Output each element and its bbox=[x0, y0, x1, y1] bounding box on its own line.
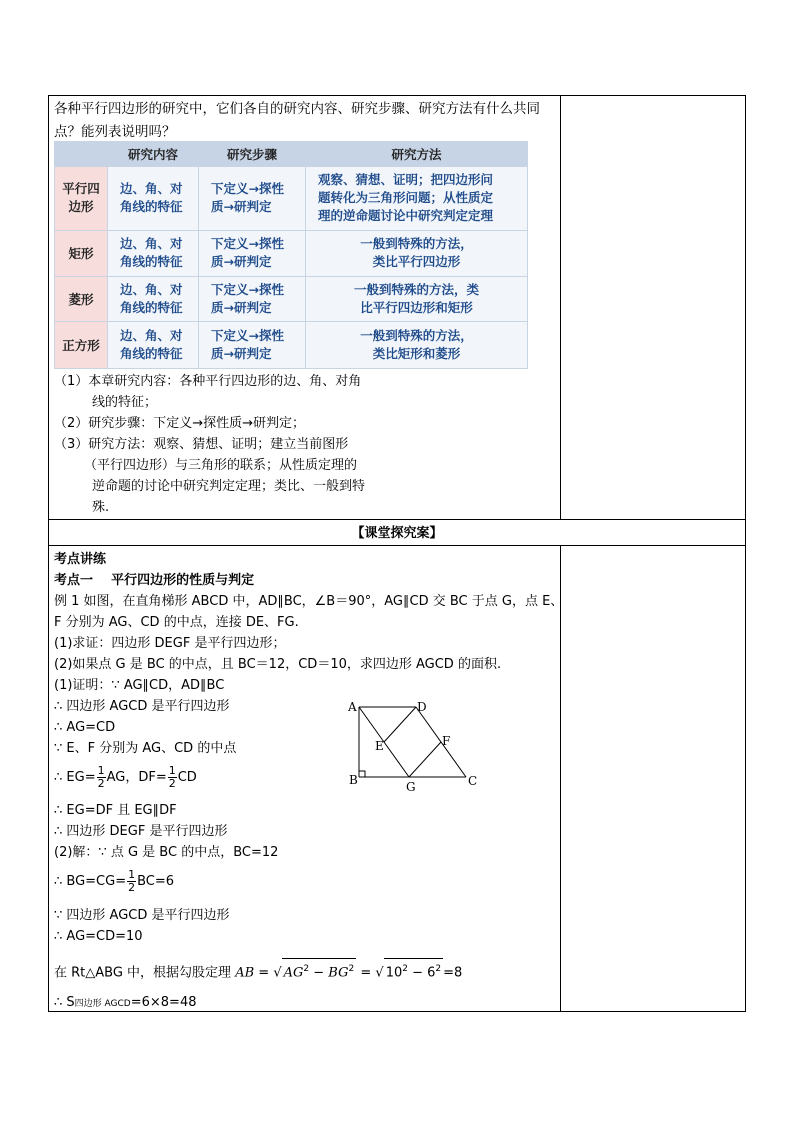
example-line-2: F 分别为 AG、CD 的中点，连接 DE、FG. bbox=[54, 615, 299, 630]
solution-line-area bbox=[54, 993, 196, 1014]
solution-line: ∴ 四边形 AGCD 是平行四边形 bbox=[54, 699, 230, 714]
summary-item-1-cont: 线的特征； bbox=[92, 395, 158, 410]
method-line: 比平行四边形和矩形 bbox=[360, 300, 473, 316]
fraction-numerator: 1 bbox=[128, 868, 136, 881]
math-eq: = bbox=[356, 965, 376, 981]
column-divider bbox=[560, 95, 561, 519]
row-method bbox=[306, 322, 528, 369]
row-divider-2 bbox=[48, 545, 746, 546]
fraction bbox=[127, 869, 136, 894]
solution-line: ∴ AG=CD=10 bbox=[54, 929, 143, 944]
label-b: B bbox=[349, 773, 358, 787]
solution-text: ∴ EG= bbox=[54, 770, 96, 785]
fraction-denominator: 2 bbox=[97, 777, 105, 790]
math-bg: BG bbox=[328, 965, 349, 981]
summary-item-3-cont: （平行四边形）与三角形的联系；从性质定理的 bbox=[84, 458, 358, 473]
solution-line-fraction bbox=[54, 765, 197, 791]
header-blank bbox=[55, 142, 108, 167]
steps-line: 下定义→探性 bbox=[211, 236, 284, 252]
row-divider bbox=[48, 519, 746, 520]
solution-line-fraction bbox=[54, 869, 174, 895]
solution-line: ∴ AG=CD bbox=[54, 720, 116, 735]
method-line: 题转化为三角形问题；从性质定 bbox=[318, 190, 494, 206]
right-angle-mark bbox=[359, 771, 365, 777]
math-minus: − bbox=[407, 965, 428, 981]
sqrt-body bbox=[384, 958, 443, 983]
solution-text: AG，DF= bbox=[106, 770, 167, 785]
row-method bbox=[306, 277, 528, 322]
row-content bbox=[108, 277, 199, 322]
method-line: 类比平行四边形 bbox=[372, 254, 461, 270]
fraction-denominator: 2 bbox=[128, 881, 136, 894]
steps-line: 下定义→探性 bbox=[211, 181, 284, 197]
row-steps bbox=[199, 277, 306, 322]
table-row bbox=[55, 230, 528, 277]
method-line: 一般到特殊的方法， bbox=[360, 236, 473, 252]
row-shape: 菱形 bbox=[55, 277, 108, 322]
row-content bbox=[108, 167, 199, 230]
solution-text: CD bbox=[177, 770, 197, 785]
sqrt-sign: √ bbox=[273, 965, 282, 981]
content-line: 边、角、对 bbox=[120, 328, 183, 344]
content-line: 角线的特征 bbox=[120, 254, 183, 270]
solution-line: (2)解：∵ 点 G 是 BC 的中点，BC=12 bbox=[54, 845, 279, 860]
summary-item-2: （2）研究步骤：下定义→探性质→研判定； bbox=[54, 416, 306, 431]
header-method: 研究方法 bbox=[306, 142, 528, 167]
row-shape: 矩形 bbox=[55, 230, 108, 277]
math-sup: 2 bbox=[348, 964, 355, 974]
solution-line: ∵ 四边形 AGCD 是平行四边形 bbox=[54, 908, 230, 923]
math-ag: AG bbox=[283, 965, 304, 981]
summary-table-header bbox=[55, 142, 528, 167]
row-method bbox=[306, 167, 528, 230]
row-content bbox=[108, 230, 199, 277]
content-line: 角线的特征 bbox=[120, 199, 183, 215]
header-steps: 研究步骤 bbox=[199, 142, 306, 167]
header-content: 研究内容 bbox=[108, 142, 199, 167]
row-steps bbox=[199, 167, 306, 230]
math-sup: 2 bbox=[402, 964, 408, 974]
content-line: 边、角、对 bbox=[120, 181, 183, 197]
math-result: =8 bbox=[443, 965, 463, 981]
steps-line: 下定义→探性 bbox=[211, 328, 284, 344]
solution-text: ∴ BG=CG= bbox=[54, 874, 127, 889]
method-line: 一般到特殊的方法，类 bbox=[353, 282, 479, 298]
summary-item-3-cont: 殊. bbox=[92, 500, 110, 515]
content-line: 边、角、对 bbox=[120, 236, 183, 252]
solution-text: BC=6 bbox=[137, 874, 175, 889]
table-row bbox=[55, 322, 528, 369]
exam-point-title: 考点一 平行四边形的性质与判定 bbox=[54, 573, 255, 588]
solution-line: ∵ E、F 分别为 AG、CD 的中点 bbox=[54, 741, 237, 756]
solution-line: (1)证明：∵ AG∥CD，AD∥BC bbox=[54, 678, 225, 693]
solution-line: ∴ 四边形 DEGF 是平行四边形 bbox=[54, 824, 228, 839]
segment-fg bbox=[409, 742, 441, 777]
sqrt-body bbox=[282, 958, 357, 983]
summary-item-3: （3）研究方法：观察、猜想、证明；建立当前图形 bbox=[54, 437, 349, 452]
label-c: C bbox=[468, 774, 478, 788]
segment-de bbox=[384, 707, 416, 742]
fraction-numerator: 1 bbox=[168, 764, 176, 777]
summary-item-1: （1）本章研究内容：各种平行四边形的边、角、对角 bbox=[54, 374, 362, 389]
steps-line: 质→研判定 bbox=[211, 199, 272, 215]
fraction-numerator: 1 bbox=[97, 764, 105, 777]
question-1: (1)求证：四边形 DEGF 是平行四边形； bbox=[54, 636, 286, 651]
content-line: 角线的特征 bbox=[120, 300, 183, 316]
math-eq: = bbox=[254, 965, 274, 981]
steps-line: 质→研判定 bbox=[211, 254, 272, 270]
math-sup: 2 bbox=[303, 964, 310, 974]
summary-item-3-cont: 逆命题的讨论中研究判定定理；类比、一般到特 bbox=[92, 479, 366, 494]
solution-line: ∴ EG=DF 且 EG∥DF bbox=[54, 803, 177, 818]
shape-label: 平行四边形 bbox=[62, 181, 100, 215]
method-line: 一般到特殊的方法， bbox=[360, 328, 473, 344]
steps-line: 质→研判定 bbox=[211, 346, 272, 362]
math-six: 6 bbox=[427, 965, 436, 981]
row-shape: 正方形 bbox=[55, 322, 108, 369]
steps-line: 质→研判定 bbox=[211, 300, 272, 316]
question-2: (2)如果点 G 是 BC 的中点，且 BC＝12，CD＝10，求四边形 AGCD 的面积. bbox=[54, 657, 502, 672]
exam-heading: 考点讲练 bbox=[54, 552, 107, 567]
solution-text: 在 Rt△ABG 中，根据勾股定理 bbox=[54, 965, 236, 981]
fraction bbox=[168, 765, 177, 790]
section-title: 【课堂探究案】 bbox=[351, 526, 443, 541]
table-row bbox=[55, 167, 528, 230]
trapezoid-figure bbox=[340, 695, 490, 795]
label-f: F bbox=[442, 734, 451, 748]
method-line: 理的逆命题讨论中研究判定定理 bbox=[318, 208, 494, 224]
label-g: G bbox=[406, 780, 416, 794]
solution-text: ∴ S bbox=[54, 995, 75, 1010]
row-method bbox=[306, 230, 528, 277]
column-divider-lower bbox=[560, 545, 561, 1012]
fraction-denominator: 2 bbox=[168, 777, 176, 790]
sqrt-sign: √ bbox=[375, 965, 384, 981]
fraction bbox=[97, 765, 106, 790]
method-line: 观察、猜想、证明；把四边形问 bbox=[318, 172, 494, 188]
table-row bbox=[55, 277, 528, 322]
math-ab: AB bbox=[235, 965, 255, 981]
content-line: 角线的特征 bbox=[120, 346, 183, 362]
row-steps bbox=[199, 230, 306, 277]
solution-line-pythagoras bbox=[54, 958, 462, 983]
method-line: 类比矩形和菱形 bbox=[372, 346, 461, 362]
solution-text: =6×8=48 bbox=[130, 995, 197, 1010]
content-line: 边、角、对 bbox=[120, 282, 183, 298]
intro-question: 各种平行四边形的研究中，它们各自的研究内容、研究步骤、研究方法有什么共同点？能列表说明吗？ bbox=[54, 101, 540, 140]
row-steps bbox=[199, 322, 306, 369]
row-content bbox=[108, 322, 199, 369]
example-line-1: 例 1 如图，在直角梯形 ABCD 中，AD∥BC，∠B＝90°，AG∥CD 交 BC 于点 G，点 E、 bbox=[54, 594, 564, 609]
math-minus: − bbox=[309, 965, 329, 981]
summary-table bbox=[54, 141, 528, 369]
math-ten: 10 bbox=[385, 965, 403, 981]
label-e: E bbox=[375, 739, 384, 753]
label-a: A bbox=[348, 700, 357, 714]
row-shape bbox=[55, 167, 108, 230]
area-subscript: 四边形 AGCD bbox=[74, 999, 131, 1009]
math-sup: 2 bbox=[435, 964, 442, 974]
steps-line: 下定义→探性 bbox=[211, 282, 284, 298]
label-d: D bbox=[417, 700, 427, 714]
